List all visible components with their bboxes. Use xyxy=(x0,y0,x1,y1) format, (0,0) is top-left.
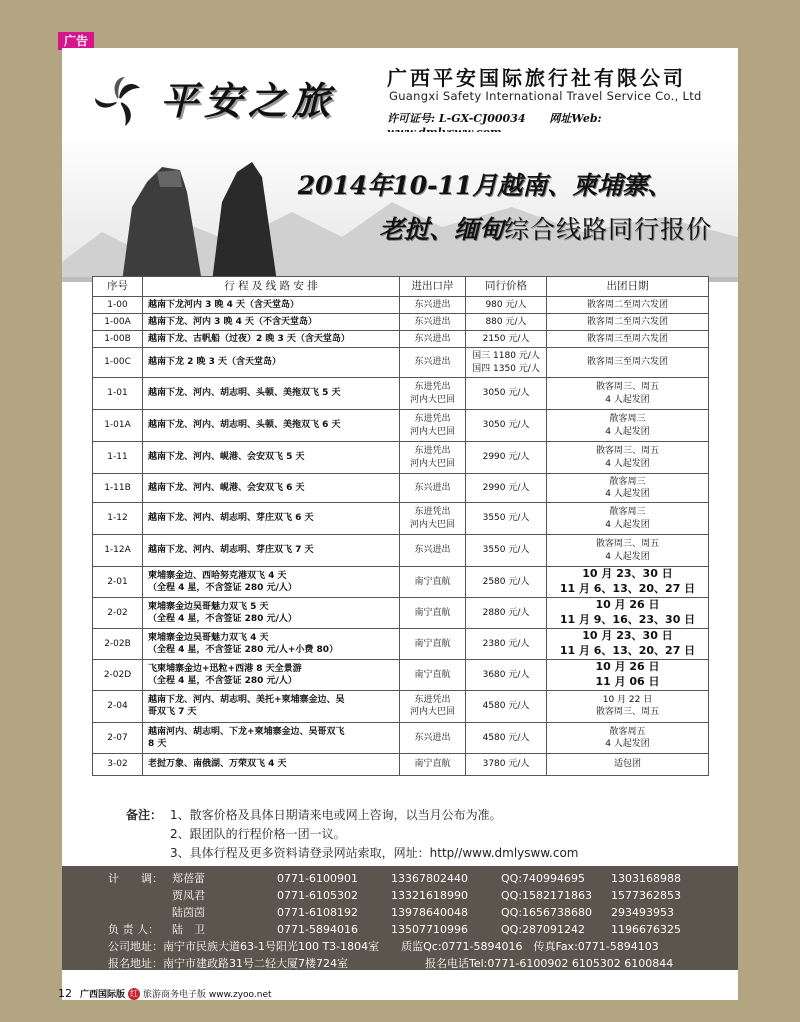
row-code-line: 1-00C xyxy=(104,357,131,368)
red-badge-icon: 红 xyxy=(130,988,139,998)
row-route-line: 越南下龙 2 晚 3 天（含天堂岛） xyxy=(148,357,282,368)
row-port-cell xyxy=(400,442,466,474)
table-row xyxy=(93,535,709,567)
row-date-line: 散客周三、周五 xyxy=(595,382,659,393)
contact-field: 13978640048 xyxy=(391,906,468,919)
contact-field: 293493953 xyxy=(611,906,674,919)
row-port-cell xyxy=(400,503,466,535)
advertisement-page xyxy=(62,48,738,1000)
brand-name: 平安之旅 xyxy=(160,78,337,123)
row-date-line: 4 人起发团 xyxy=(605,551,650,562)
contact-field: QQ:740994695 xyxy=(501,872,586,885)
website-url: 网址Web: xyxy=(549,112,602,125)
row-price-cell xyxy=(466,535,547,567)
title-line-2 xyxy=(62,210,738,246)
page-footer xyxy=(58,987,272,1000)
contact-panel xyxy=(62,866,738,970)
row-price-line: 2580 元/人 xyxy=(482,576,530,587)
row-port-line: 南宁直航 xyxy=(414,607,451,618)
col-header-date: 出团日期 xyxy=(547,277,709,297)
row-route-line: 老挝万象、南俄湖、万荣双飞 4 天 xyxy=(148,759,287,770)
row-route-line: 越南下龙、河内、胡志明、头顿、美拖双飞 6 天 xyxy=(148,420,341,431)
row-port-cell xyxy=(400,331,466,348)
row-port-cell xyxy=(400,722,466,753)
notes-section xyxy=(126,806,578,863)
row-port-line: 东兴进出 xyxy=(414,545,451,556)
contact-field: 负 责 人： xyxy=(108,923,159,936)
row-route-line: （全程 4 星，不含签证 280 元/人） xyxy=(148,614,297,624)
row-code-line: 1-11 xyxy=(107,452,128,463)
row-price-cell xyxy=(466,474,547,503)
row-route-cell xyxy=(143,378,400,410)
row-date-cell xyxy=(547,314,709,331)
row-code-line: 1-00A xyxy=(104,316,131,327)
table-row xyxy=(93,442,709,474)
row-route-line: 越南下龙、河内、岘港、会安双飞 5 天 xyxy=(148,452,305,463)
row-price-cell xyxy=(466,598,547,629)
row-date-line: 11 月 6、13、20、27 日 xyxy=(559,644,696,657)
row-date-line: 散客周二至周六发团 xyxy=(586,316,668,327)
row-date-line: 散客周三 xyxy=(609,507,646,518)
company-address: 公司地址：南宁市民族大道63-1号阳光100 T3-1804室 质监Qc:0771-5894016 传真Fax:0771-5894103 xyxy=(108,940,659,953)
row-route-cell xyxy=(143,567,400,598)
row-port-cell xyxy=(400,567,466,598)
row-route-cell xyxy=(143,690,400,722)
company-name-cn: 广西平安国际旅行社有限公司 xyxy=(387,66,686,90)
row-port-line: 南宁直航 xyxy=(414,759,451,770)
row-port-cell xyxy=(400,535,466,567)
table-row xyxy=(93,503,709,535)
row-route-line: （全程 4 星，不含签证 280 元/人+小费 80） xyxy=(148,645,339,655)
issue-name: 广西国际版 xyxy=(80,990,126,1000)
contact-field: QQ:1656738680 xyxy=(501,906,593,919)
row-route-cell xyxy=(143,753,400,775)
row-price-line: 880 元/人 xyxy=(485,316,527,327)
table-row xyxy=(93,598,709,629)
row-port-cell xyxy=(400,410,466,442)
row-port-cell xyxy=(400,378,466,410)
contact-rows xyxy=(108,870,738,938)
row-price-cell xyxy=(466,348,547,378)
row-code-line: 2-01 xyxy=(107,576,128,587)
row-date-line: 4 人起发团 xyxy=(605,738,650,749)
row-code-line: 1-00 xyxy=(107,299,128,310)
row-route-cell xyxy=(143,629,400,660)
row-route-line: 飞柬埔寨金边+迅粒+西港 8 天全景游 xyxy=(148,663,302,674)
row-route-cell xyxy=(143,503,400,535)
table-row xyxy=(93,660,709,691)
row-date-cell xyxy=(547,598,709,629)
row-route-line: （全程 4 星，不含签证 280 元/人） xyxy=(148,583,297,593)
contact-row xyxy=(108,904,738,921)
row-price-line: 国三 1180 元/人 xyxy=(472,351,540,362)
row-code-cell xyxy=(93,410,143,442)
table-row xyxy=(93,314,709,331)
row-date-cell xyxy=(547,474,709,503)
row-port-line: 东兴进出 xyxy=(414,357,451,368)
license-number: 许可证号: L-GX-CJ00034 xyxy=(387,112,526,125)
row-date-cell xyxy=(547,629,709,660)
row-price-line: 3550 元/人 xyxy=(482,545,530,556)
table-row xyxy=(93,474,709,503)
contact-field: 13367802440 xyxy=(391,872,468,885)
row-date-line: 10 月 26 日 xyxy=(595,660,660,673)
contact-field: 郑蓓蕾 xyxy=(172,872,205,885)
footer-site: 旅游商务电子版 www.zyoo.net xyxy=(143,990,272,1000)
row-date-cell xyxy=(547,348,709,378)
row-date-cell xyxy=(547,660,709,691)
row-port-line: 南宁直航 xyxy=(414,669,451,680)
row-price-line: 2150 元/人 xyxy=(482,333,530,344)
row-route-cell xyxy=(143,348,400,378)
table-row xyxy=(93,348,709,378)
row-date-line: 4 人起发团 xyxy=(605,489,650,499)
row-port-cell xyxy=(400,753,466,775)
row-route-cell xyxy=(143,660,400,691)
row-date-line: 10 月 26 日 xyxy=(595,598,660,612)
contact-field xyxy=(108,887,172,904)
row-price-cell xyxy=(466,753,547,775)
row-code-cell xyxy=(93,535,143,567)
row-route-line: 越南河内、胡志明、下龙+柬埔寨金边、吴哥双飞 xyxy=(148,726,345,737)
row-price-cell xyxy=(466,297,547,314)
row-date-line: 10 月 23、30 日 xyxy=(582,567,673,581)
row-date-cell xyxy=(547,690,709,722)
row-code-line: 1-11B xyxy=(104,482,131,493)
row-code-cell xyxy=(93,297,143,314)
table-row xyxy=(93,753,709,775)
title-line-2-tail: 综合线路同行报价 xyxy=(503,215,712,244)
row-route-cell xyxy=(143,474,400,503)
row-port-line: 东兴进出 xyxy=(414,316,451,327)
row-route-line: （全程 4 星，不含签证 280 元/人） xyxy=(148,675,297,686)
title-line-1: 2014年10-11月越南、柬埔寨、 xyxy=(297,171,673,200)
row-port-line: 东进凭出 xyxy=(414,507,451,518)
row-code-line: 2-07 xyxy=(107,732,128,743)
page-number: 12 xyxy=(58,987,72,1000)
table-row xyxy=(93,378,709,410)
row-price-line: 2880 元/人 xyxy=(482,607,530,618)
row-date-line: 散客周二至周六发团 xyxy=(586,299,668,310)
contact-field: 13321618990 xyxy=(391,889,468,902)
note-item: 3、具体行程及更多资料请登录网站索取，网址：http//www.dmlysww.com xyxy=(170,846,579,860)
row-date-cell xyxy=(547,410,709,442)
row-price-line: 4580 元/人 xyxy=(482,732,530,743)
row-route-line: 越南下龙、河内 3 晚 4 天（不含天堂岛） xyxy=(148,316,318,327)
row-price-line: 4580 元/人 xyxy=(482,701,530,712)
row-code-line: 2-02B xyxy=(104,638,131,649)
row-code-cell xyxy=(93,660,143,691)
row-price-line: 3550 元/人 xyxy=(482,513,530,524)
row-price-line: 2380 元/人 xyxy=(482,638,530,649)
row-price-line: 3050 元/人 xyxy=(482,420,530,431)
row-date-cell xyxy=(547,535,709,567)
row-code-cell xyxy=(93,348,143,378)
row-date-line: 散客周三、周五 xyxy=(595,446,659,457)
row-date-line: 散客周三、周五 xyxy=(595,539,659,550)
row-port-line: 河内大巴回 xyxy=(409,458,455,469)
row-date-cell xyxy=(547,442,709,474)
row-code-cell xyxy=(93,567,143,598)
row-price-cell xyxy=(466,314,547,331)
row-date-line: 4 人起发团 xyxy=(605,426,650,437)
row-code-cell xyxy=(93,598,143,629)
row-code-cell xyxy=(93,314,143,331)
row-code-cell xyxy=(93,331,143,348)
row-port-line: 东进凭出 xyxy=(414,382,451,393)
row-code-line: 1-01A xyxy=(104,420,131,431)
row-code-cell xyxy=(93,690,143,722)
row-date-line: 散客周三至周六发团 xyxy=(586,357,668,368)
row-date-cell xyxy=(547,722,709,753)
row-price-cell xyxy=(466,690,547,722)
row-route-cell xyxy=(143,410,400,442)
row-price-cell xyxy=(466,722,547,753)
table-row xyxy=(93,629,709,660)
row-price-line: 3780 元/人 xyxy=(482,759,530,770)
row-port-cell xyxy=(400,474,466,503)
contact-field: 0771-6100901 xyxy=(277,872,358,885)
row-port-cell xyxy=(400,348,466,378)
row-price-line: 2990 元/人 xyxy=(482,482,530,493)
row-route-line: 哥双飞 7 天 xyxy=(148,707,197,718)
contact-field: 1303168988 xyxy=(611,872,681,885)
row-route-line: 越南下龙、河内、岘港、会安双飞 6 天 xyxy=(148,482,305,493)
table-body xyxy=(93,297,709,776)
row-code-line: 2-02 xyxy=(107,607,128,618)
row-date-cell xyxy=(547,331,709,348)
row-date-line: 11 月 6、13、20、27 日 xyxy=(559,582,696,595)
row-price-line: 国四 1350 元/人 xyxy=(472,363,540,374)
table-row xyxy=(93,567,709,598)
col-header-route: 行 程 及 线 路 安 排 xyxy=(143,277,400,297)
row-route-line: 柬埔寨金边、西哈努克港双飞 4 天 xyxy=(148,570,287,581)
row-route-cell xyxy=(143,314,400,331)
col-header-code: 序号 xyxy=(93,277,143,297)
contact-row xyxy=(108,870,738,887)
row-price-cell xyxy=(466,629,547,660)
row-route-cell xyxy=(143,331,400,348)
row-port-line: 东兴进出 xyxy=(414,482,451,493)
row-code-line: 1-00B xyxy=(104,333,131,344)
row-route-cell xyxy=(143,598,400,629)
row-port-line: 东兴进出 xyxy=(414,732,451,743)
row-port-line: 南宁直航 xyxy=(414,576,451,587)
row-port-cell xyxy=(400,629,466,660)
contact-field: 贾凤君 xyxy=(172,889,205,902)
contact-field: 13507710996 xyxy=(391,923,468,936)
contact-row xyxy=(108,921,738,938)
row-port-line: 河内大巴回 xyxy=(409,426,455,437)
row-date-line: 4 人起发团 xyxy=(605,394,650,405)
row-port-cell xyxy=(400,297,466,314)
row-code-cell xyxy=(93,753,143,775)
row-price-line: 3680 元/人 xyxy=(482,669,530,680)
ad-tag: 广告 xyxy=(58,32,94,50)
row-date-line: 散客周五 xyxy=(609,726,646,737)
signup-address: 报名地址：南宁市建政路31号二轻大厦7楼724室 报名电话Tel:0771-6100902 6105302 6100844 xyxy=(108,957,674,970)
note-item: 2、跟团队的行程价格一团一议。 xyxy=(170,827,346,841)
karst-rocks-illustration xyxy=(62,132,738,282)
table-row xyxy=(93,690,709,722)
itinerary-table xyxy=(92,276,709,776)
row-date-cell xyxy=(547,753,709,775)
col-header-port: 进出口岸 xyxy=(400,277,466,297)
row-date-line: 10 月 22 日 xyxy=(602,695,653,706)
row-date-line: 10 月 23、30 日 xyxy=(582,629,673,643)
table-row xyxy=(93,410,709,442)
contact-field xyxy=(108,904,172,921)
contact-field: 陆 卫 xyxy=(172,923,205,936)
contact-field: 0771-5894016 xyxy=(277,923,358,936)
note-item: 1、散客价格及具体日期请来电或网上咨询，以当月公布为准。 xyxy=(170,808,502,822)
row-route-line: 越南下龙、河内、胡志明、芽庄双飞 6 天 xyxy=(148,513,314,524)
contact-field: QQ:287091242 xyxy=(501,923,586,936)
row-date-cell xyxy=(547,297,709,314)
row-route-cell xyxy=(143,722,400,753)
contact-field: 0771-6105302 xyxy=(277,889,358,902)
row-port-line: 东兴进出 xyxy=(414,333,451,344)
row-port-cell xyxy=(400,314,466,331)
pinwheel-logo-icon xyxy=(92,74,146,128)
row-port-line: 河内大巴回 xyxy=(409,519,455,530)
table-row xyxy=(93,331,709,348)
row-price-line: 2990 元/人 xyxy=(482,452,530,463)
table-row xyxy=(93,722,709,753)
row-port-cell xyxy=(400,598,466,629)
row-code-line: 1-12A xyxy=(104,545,131,556)
row-route-line: 8 天 xyxy=(148,738,167,749)
contact-field: 0771-6108192 xyxy=(277,906,358,919)
row-code-cell xyxy=(93,442,143,474)
row-route-cell xyxy=(143,297,400,314)
row-port-line: 东进凭出 xyxy=(414,695,451,706)
row-port-line: 东进凭出 xyxy=(414,446,451,457)
contact-field: 陆茵茵 xyxy=(172,906,205,919)
row-route-line: 越南下龙、河内、胡志明、芽庄双飞 7 天 xyxy=(148,545,314,556)
company-name-en: Guangxi Safety International Travel Service Co., Ltd xyxy=(389,89,702,103)
row-code-line: 2-02D xyxy=(103,669,132,680)
row-date-line: 散客周三 xyxy=(609,476,646,487)
row-price-cell xyxy=(466,378,547,410)
row-date-cell xyxy=(547,567,709,598)
contact-row xyxy=(108,887,738,904)
row-port-cell xyxy=(400,690,466,722)
title-line-2-main: 老挝、缅甸 xyxy=(378,215,504,244)
row-date-line: 11 月 9、16、23、30 日 xyxy=(559,613,696,626)
row-price-cell xyxy=(466,567,547,598)
row-port-line: 南宁直航 xyxy=(414,638,451,649)
row-code-cell xyxy=(93,503,143,535)
row-route-line: 越南下龙、河内、胡志明、头顿、美拖双飞 5 天 xyxy=(148,388,341,399)
row-code-line: 1-12 xyxy=(107,513,128,524)
row-date-line: 散客周三、周五 xyxy=(595,707,659,718)
row-route-cell xyxy=(143,535,400,567)
row-price-cell xyxy=(466,503,547,535)
contact-field: 1196676325 xyxy=(611,923,681,936)
row-code-cell xyxy=(93,378,143,410)
row-code-cell xyxy=(93,629,143,660)
row-port-line: 东进凭出 xyxy=(414,414,451,425)
row-route-line: 越南下龙河内 3 晚 4 天（含天堂岛） xyxy=(148,299,300,310)
row-date-line: 适包团 xyxy=(613,759,641,770)
contact-field: 1577362853 xyxy=(611,889,681,902)
contact-field: 计 调： xyxy=(108,872,163,885)
row-date-line: 散客周三 xyxy=(609,414,646,425)
row-route-line: 越南下龙、古帆船（过夜）2 晚 3 天（含天堂岛） xyxy=(148,333,350,344)
col-header-price: 同行价格 xyxy=(466,277,547,297)
table-row xyxy=(93,297,709,314)
row-route-line: 柬埔寨金边吴哥魅力双飞 5 天 xyxy=(148,601,269,612)
row-port-cell xyxy=(400,660,466,691)
row-price-cell xyxy=(466,331,547,348)
notes-label: 备注： xyxy=(126,808,163,822)
row-port-line: 河内大巴回 xyxy=(409,707,455,718)
row-code-cell xyxy=(93,474,143,503)
row-port-line: 东兴进出 xyxy=(414,299,451,310)
row-date-line: 散客周三至周六发团 xyxy=(586,333,668,344)
row-route-cell xyxy=(143,442,400,474)
row-route-line: 柬埔寨金边吴哥魅力双飞 4 天 xyxy=(148,632,269,643)
row-code-cell xyxy=(93,722,143,753)
row-route-line: 越南下龙、河内、胡志明、美托+柬埔寨金边、吴 xyxy=(148,695,345,706)
table-header-row xyxy=(93,277,709,297)
row-code-line: 2-04 xyxy=(107,701,128,712)
contact-field: QQ:1582171863 xyxy=(501,889,593,902)
row-price-line: 980 元/人 xyxy=(485,299,527,310)
row-price-line: 3050 元/人 xyxy=(482,388,530,399)
row-date-line: 11 月 06 日 xyxy=(595,674,660,688)
row-price-cell xyxy=(466,442,547,474)
row-date-line: 4 人起发团 xyxy=(605,519,650,530)
row-code-line: 3-02 xyxy=(107,759,128,770)
row-date-cell xyxy=(547,378,709,410)
row-price-cell xyxy=(466,410,547,442)
row-date-cell xyxy=(547,503,709,535)
row-price-cell xyxy=(466,660,547,691)
row-date-line: 4 人起发团 xyxy=(605,458,650,469)
row-code-line: 1-01 xyxy=(107,388,128,399)
row-port-line: 河内大巴回 xyxy=(409,394,455,405)
